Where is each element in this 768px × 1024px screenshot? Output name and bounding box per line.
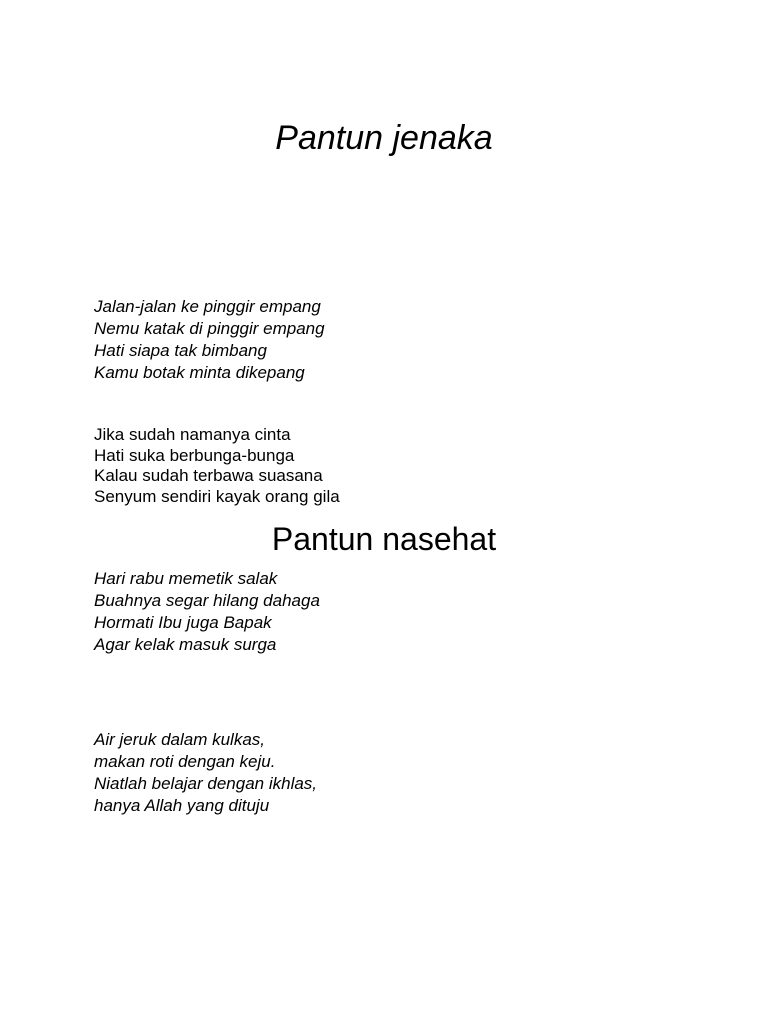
stanza-line: Air jeruk dalam kulkas, [94,730,266,749]
stanza-line: Hari rabu memetik salak [94,569,278,588]
stanza-line: makan roti dengan keju. [94,752,276,771]
stanza-nasehat-2 [94,729,694,817]
stanza-nasehat-1 [94,568,694,656]
stanza-line: Niatlah belajar dengan ikhlas, [94,774,318,793]
stanza-line: hanya Allah yang dituju [94,796,270,815]
stanza-jenaka-2 [94,425,694,508]
section-title-pantun-jenaka: Pantun jenaka [275,119,493,157]
stanza-line: Kamu botak minta dikepang [94,363,305,382]
stanza-line: Senyum sendiri kayak orang gila [94,487,340,507]
stanza-line: Hati suka berbunga-bunga [94,445,295,465]
stanza-line: Buahnya segar hilang dahaga [94,591,320,610]
stanza-line: Hormati Ibu juga Bapak [94,613,272,632]
stanza-line: Nemu katak di pinggir empang [94,319,325,338]
stanza-line: Agar kelak masuk surga [94,635,277,654]
stanza-jenaka-1 [94,296,694,384]
stanza-line: Hati siapa tak bimbang [94,341,267,360]
stanza-line: Jika sudah namanya cinta [94,425,291,444]
stanza-line: Jalan-jalan ke pinggir empang [94,297,321,316]
section-title-pantun-nasehat: Pantun nasehat [271,521,497,557]
stanza-line: Kalau sudah terbawa suasana [94,466,323,486]
